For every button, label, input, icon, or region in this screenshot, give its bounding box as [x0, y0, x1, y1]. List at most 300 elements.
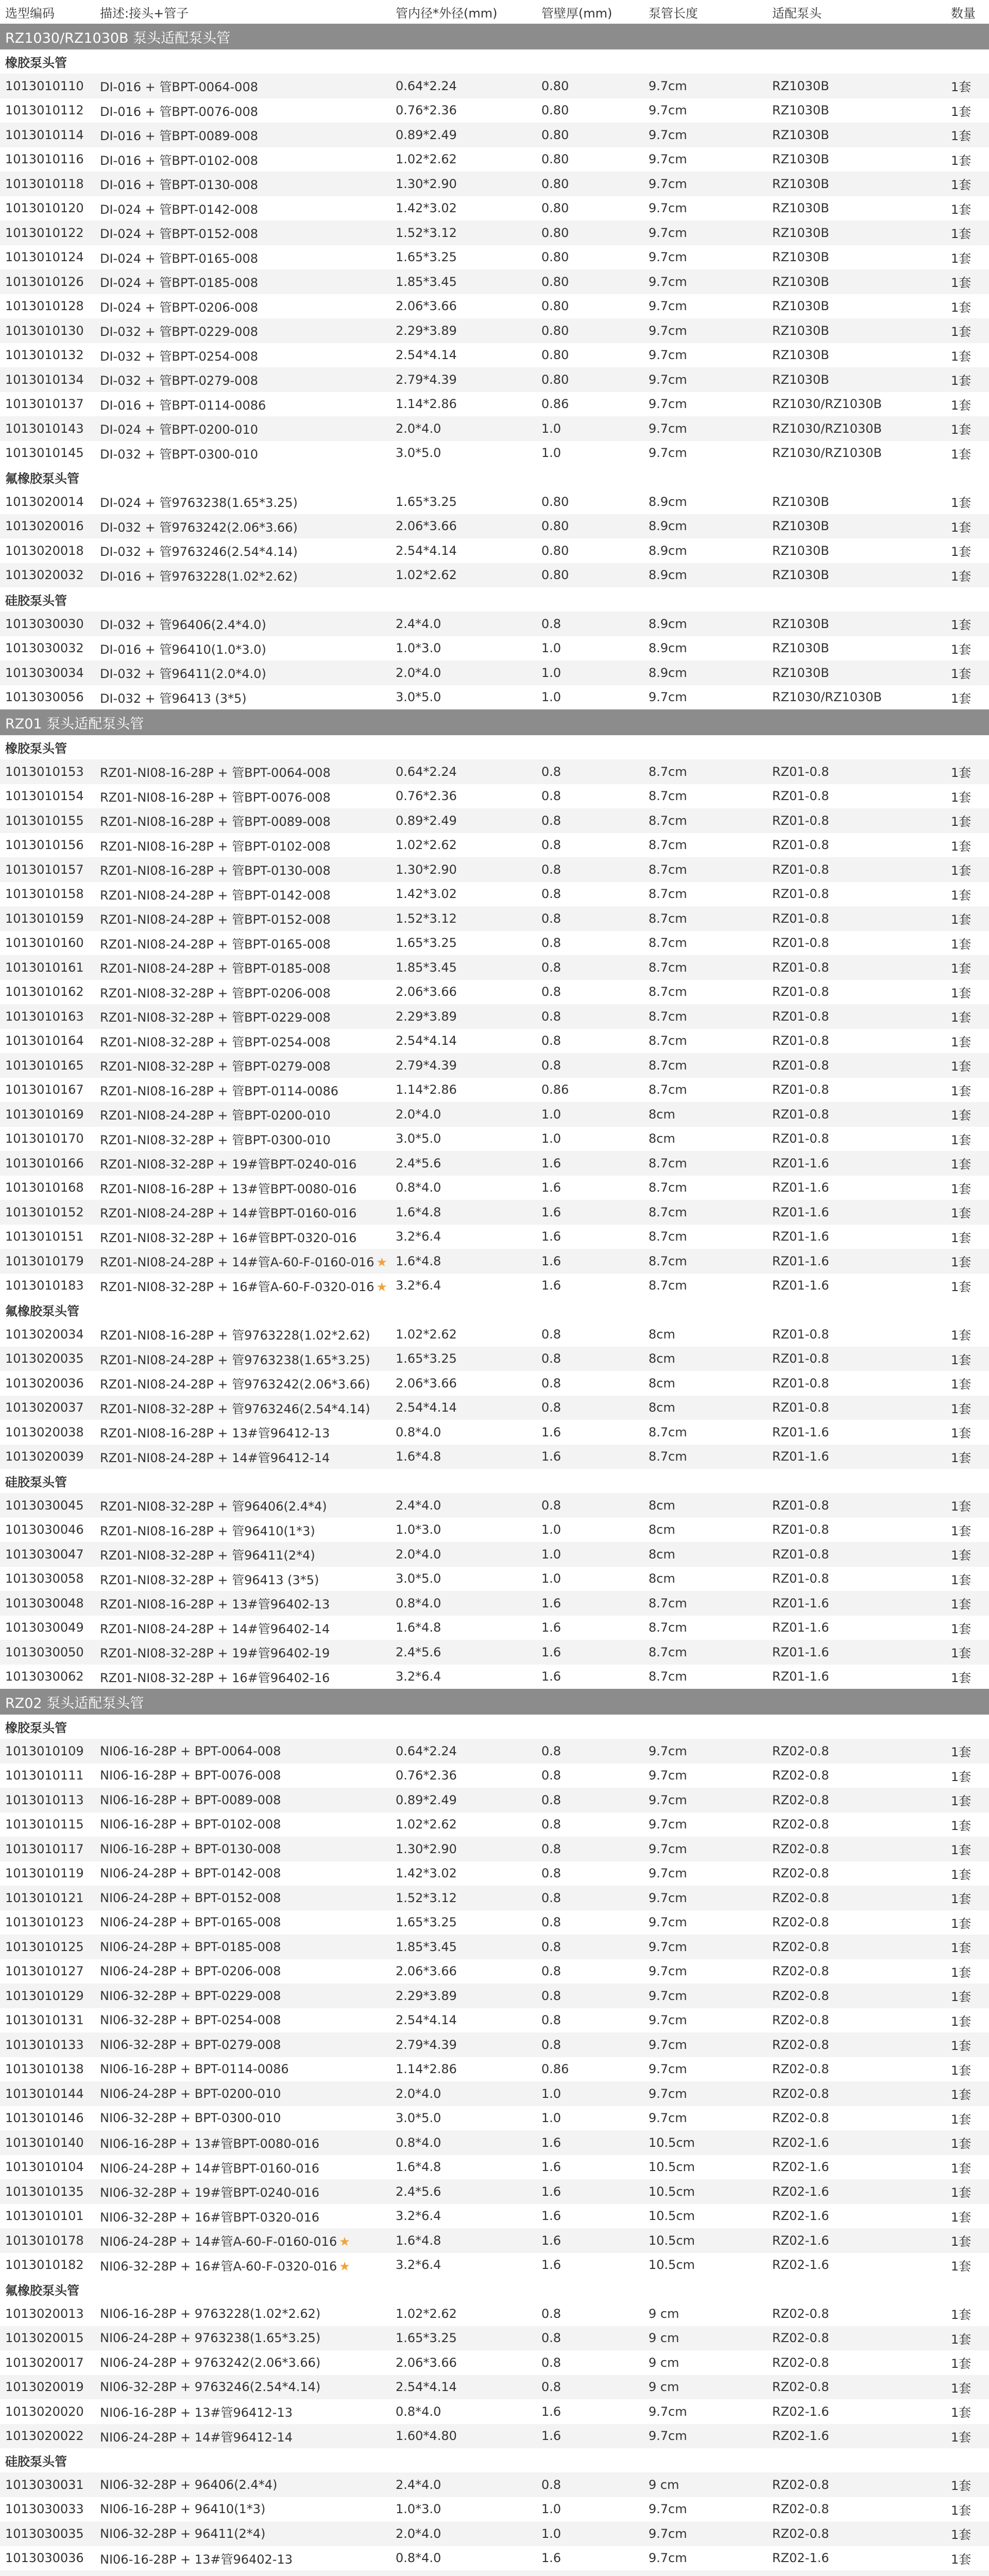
cell-diameter [390, 1127, 536, 1151]
cell-length [643, 2106, 767, 2131]
cell-wall [536, 1371, 643, 1396]
cell-pump-head-text: RZ01-1.6 [772, 1278, 829, 1293]
cell-length [643, 857, 767, 882]
cell-description [98, 1910, 390, 1935]
cell-diameter [390, 1420, 536, 1445]
cell-quantity [946, 808, 989, 833]
table-row [0, 1322, 989, 1347]
cell-diameter [390, 2081, 536, 2106]
cell-wall-text: 0.8 [541, 1866, 561, 1881]
cell-length [643, 1788, 767, 1812]
cell-diameter-text: 1.60*4.80 [396, 2429, 457, 2444]
cell-pump-head-text: RZ01-0.8 [772, 1033, 829, 1048]
table-row [0, 2521, 989, 2546]
cell-description [98, 343, 390, 368]
cell-diameter-text: 2.06*3.66 [396, 985, 457, 999]
cell-code-text: 1013010127 [5, 1964, 84, 1979]
cell-description-text: NI06-24-28P + 9763242(2.06*3.66) [100, 2355, 321, 2370]
cell-diameter-text: 1.02*2.62 [396, 2306, 457, 2321]
cell-pump-head-text: RZ02-0.8 [772, 2062, 829, 2077]
cell-pump-head-text: RZ1030/RZ1030B [772, 446, 882, 461]
cell-pump-head [767, 98, 946, 123]
cell-description-text: RZ01-NI08-16-28P + 管BPT-0130-008 [100, 863, 331, 878]
cell-diameter-text: 2.06*3.66 [396, 1376, 457, 1391]
cell-pump-head [767, 269, 946, 294]
cell-quantity-text: 1套 [951, 1426, 971, 1441]
cell-wall [536, 416, 643, 441]
cell-length [643, 1910, 767, 1935]
table-row [0, 563, 989, 588]
cell-pump-head-text: RZ1030B [772, 78, 829, 93]
cell-length-text: 8.7cm [649, 960, 687, 975]
cell-code-text: 1013010144 [5, 2086, 84, 2101]
table-row [0, 2350, 989, 2375]
cell-diameter [390, 1739, 536, 1764]
cell-code [0, 392, 98, 417]
cell-wall-text: 1.6 [541, 2209, 561, 2224]
cell-length-text: 9.7cm [649, 421, 687, 436]
cell-quantity-text: 1套 [951, 1818, 971, 1833]
cell-diameter [390, 1591, 536, 1616]
cell-diameter [390, 416, 536, 441]
cell-diameter-text: 2.29*3.89 [396, 323, 457, 338]
cell-description-text: NI06-32-28P + 96411(2*4) [100, 2526, 266, 2541]
cell-quantity-text: 1套 [951, 1769, 971, 1784]
cell-length [643, 2204, 767, 2229]
cell-diameter-text: 1.02*2.62 [396, 152, 457, 167]
cell-quantity [946, 221, 989, 245]
cell-quantity [946, 196, 989, 221]
cell-description [98, 2130, 390, 2155]
cell-diameter [390, 1861, 536, 1886]
cell-code [0, 612, 98, 636]
cell-pump-head-text: RZ01-0.8 [772, 960, 829, 975]
cell-wall [536, 2301, 643, 2326]
cell-wall-text: 0.8 [541, 1033, 561, 1048]
cell-wall [536, 1420, 643, 1445]
cell-quantity [946, 2228, 989, 2253]
cell-description [98, 980, 390, 1005]
cell-description [98, 2326, 390, 2351]
cell-code [0, 1591, 98, 1616]
cell-description-text: NI06-16-28P + 9763228(1.02*2.62) [100, 2306, 321, 2321]
cell-description [98, 318, 390, 343]
cell-quantity [946, 1371, 989, 1396]
cell-pump-head-text: RZ01-0.8 [772, 887, 829, 902]
cell-quantity-text: 1套 [951, 447, 971, 462]
cell-pump-head-text: RZ01-0.8 [772, 862, 829, 877]
cell-wall [536, 1640, 643, 1665]
cell-diameter [390, 2228, 536, 2253]
cell-diameter-text: 1.65*3.25 [396, 1351, 457, 1366]
cell-code-text: 1013010117 [5, 1841, 84, 1856]
cell-pump-head [767, 833, 946, 858]
cell-diameter-text: 3.0*5.0 [396, 690, 441, 705]
cell-quantity [946, 1396, 989, 1420]
cell-quantity-text: 1套 [951, 2479, 971, 2494]
cell-wall [536, 1935, 643, 1959]
cell-wall-text: 1.0 [541, 1571, 561, 1586]
table-row [0, 1176, 989, 1200]
cell-diameter [390, 1053, 536, 1078]
cell-description [98, 808, 390, 833]
cell-diameter-text: 1.42*3.02 [396, 1866, 457, 1881]
cell-code-text: 1013030048 [5, 1596, 84, 1611]
cell-pump-head-text: RZ02-1.6 [772, 2429, 829, 2444]
cell-length-text: 9.7cm [649, 348, 687, 363]
cell-quantity-text: 1套 [951, 1867, 971, 1882]
cell-pump-head [767, 2032, 946, 2057]
cell-description-text: NI06-16-28P + BPT-0076-008 [100, 1768, 281, 1783]
cell-diameter [390, 1493, 536, 1518]
cell-code-text: 1013010114 [5, 127, 84, 142]
cell-quantity [946, 906, 989, 931]
cell-wall [536, 563, 643, 588]
cell-diameter [390, 2570, 536, 2576]
cell-code [0, 1542, 98, 1567]
cell-pump-head [767, 1935, 946, 1959]
cell-diameter-text: 2.4*5.6 [396, 1645, 441, 1659]
cell-pump-head-text: RZ02-0.8 [772, 2111, 829, 2126]
cell-diameter-text: 1.0*3.0 [396, 2502, 441, 2517]
header-pump-head: 适配泵头 [772, 6, 822, 21]
cell-code-text: 1013010165 [5, 1058, 84, 1073]
cell-diameter-text: 1.52*3.12 [396, 225, 457, 240]
cell-quantity [946, 1176, 989, 1200]
cell-diameter-text: 2.06*3.66 [396, 299, 457, 314]
cell-length [643, 1812, 767, 1837]
table-row [0, 1788, 989, 1812]
table-row [0, 1542, 989, 1567]
cell-quantity [946, 2375, 989, 2400]
cell-description [98, 759, 390, 784]
cell-wall-text: 0.8 [541, 616, 561, 631]
cell-quantity [946, 1935, 989, 1959]
table-row [0, 1665, 989, 1689]
cell-quantity-text: 1套 [951, 1843, 971, 1858]
cell-wall [536, 1493, 643, 1518]
cell-wall [536, 980, 643, 1005]
cell-description-text: RZ01-NI08-32-28P + 19#管BPT-0240-016 [100, 1157, 357, 1172]
cell-code [0, 1567, 98, 1591]
cell-quantity [946, 563, 989, 588]
cell-pump-head [767, 882, 946, 907]
cell-wall-text: 0.8 [541, 789, 561, 804]
cell-length-text: 9.7cm [649, 201, 687, 216]
cell-length-text: 9.7cm [649, 446, 687, 461]
cell-length-text: 9.7cm [649, 127, 687, 142]
cell-quantity-text: 1套 [951, 1108, 971, 1123]
cell-diameter-text: 0.8*4.0 [396, 2135, 441, 2150]
cell-length-text: 9.7cm [649, 2502, 687, 2517]
cell-description [98, 1078, 390, 1103]
cell-quantity-text: 1套 [951, 1646, 971, 1661]
cell-diameter [390, 172, 536, 196]
cell-pump-head [767, 808, 946, 833]
cell-wall-text: 0.8 [541, 960, 561, 975]
cell-wall [536, 221, 643, 245]
cell-wall-text: 0.8 [541, 1351, 561, 1366]
cell-diameter [390, 931, 536, 956]
cell-length [643, 1176, 767, 1200]
cell-length-text: 9.7cm [649, 2429, 687, 2444]
cell-quantity-text: 1套 [951, 1670, 971, 1685]
table-row [0, 1029, 989, 1054]
cell-code [0, 808, 98, 833]
cell-description [98, 1127, 390, 1151]
cell-length [643, 123, 767, 147]
cell-code [0, 1322, 98, 1347]
cell-pump-head [767, 2350, 946, 2375]
cell-description [98, 1200, 390, 1225]
cell-quantity [946, 2155, 989, 2180]
cell-wall [536, 2057, 643, 2082]
cell-code-text: 1013030049 [5, 1620, 84, 1635]
cell-description-text: NI06-24-28P + 14#管96412-14 [100, 2430, 293, 2445]
cell-quantity-text: 1套 [951, 1401, 971, 1416]
cell-length-text: 8.7cm [649, 1449, 687, 1464]
cell-code-text: 1013020017 [5, 2355, 84, 2370]
cell-diameter [390, 1396, 536, 1420]
cell-diameter [390, 1102, 536, 1127]
cell-quantity [946, 1591, 989, 1616]
cell-code [0, 196, 98, 221]
cell-length [643, 196, 767, 221]
cell-diameter [390, 1764, 536, 1788]
cell-quantity-text: 1套 [951, 2014, 971, 2029]
cell-diameter-text: 1.02*2.62 [396, 1817, 457, 1832]
table-row [0, 74, 989, 98]
cell-pump-head-text: RZ1030B [772, 616, 829, 631]
cell-pump-head [767, 1812, 946, 1837]
cell-quantity-text: 1套 [951, 1916, 971, 1931]
cell-diameter [390, 1322, 536, 1347]
cell-length [643, 1151, 767, 1176]
cell-quantity [946, 1420, 989, 1445]
cell-description [98, 1445, 390, 1469]
cell-length-text: 8.9cm [649, 665, 687, 680]
cell-diameter [390, 759, 536, 784]
cell-code-text: 1013010121 [5, 1890, 84, 1905]
cell-code-text: 1013010126 [5, 274, 84, 289]
cell-quantity-text: 1套 [951, 2259, 971, 2274]
cell-quantity [946, 2424, 989, 2449]
cell-code-text: 1013010124 [5, 250, 84, 265]
cell-code-text: 1013010182 [5, 2258, 84, 2273]
cell-code-text: 1013030050 [5, 1645, 84, 1659]
cell-quantity-text: 1套 [951, 1597, 971, 1612]
cell-wall [536, 1959, 643, 1984]
cell-quantity [946, 1151, 989, 1176]
cell-pump-head [767, 1200, 946, 1225]
cell-wall-text: 1.6 [541, 2135, 561, 2150]
table-row [0, 123, 989, 147]
cell-pump-head-text: RZ02-0.8 [772, 2013, 829, 2028]
cell-pump-head [767, 1739, 946, 1764]
cell-wall [536, 2106, 643, 2131]
cell-code-text: 1013030031 [5, 2477, 84, 2492]
cell-quantity-text: 1套 [951, 178, 971, 193]
cell-length-text: 8cm [649, 1351, 675, 1366]
cell-code-text: 1013030034 [5, 665, 84, 680]
cell-pump-head-text: RZ01-0.8 [772, 1327, 829, 1342]
table-row [0, 1347, 989, 1371]
cell-wall-text: 1.6 [541, 1180, 561, 1195]
cell-quantity [946, 343, 989, 368]
cell-quantity [946, 1886, 989, 1910]
cell-description [98, 1665, 390, 1689]
cell-code [0, 2204, 98, 2229]
cell-wall-text: 0.80 [541, 103, 569, 118]
cell-description [98, 1861, 390, 1886]
cell-pump-head-text: RZ01-1.6 [772, 1620, 829, 1635]
cell-description [98, 98, 390, 123]
group-title: 氟橡胶泵头管 [5, 471, 79, 486]
cell-length-text: 8.9cm [649, 519, 687, 534]
cell-description [98, 147, 390, 172]
cell-diameter-text: 3.0*5.0 [396, 1571, 441, 1586]
cell-wall [536, 931, 643, 956]
cell-wall [536, 1984, 643, 2008]
cell-diameter [390, 2301, 536, 2326]
cell-quantity [946, 2253, 989, 2278]
cell-length [643, 906, 767, 931]
cell-description-text: RZ01-NI08-32-28P + 管BPT-0279-008 [100, 1059, 331, 1074]
cell-quantity [946, 2326, 989, 2351]
cell-diameter-text: 3.0*5.0 [396, 446, 441, 461]
cell-pump-head [767, 1616, 946, 1640]
group-title: 硅胶泵头管 [5, 2454, 67, 2469]
cell-length-text: 9.7cm [649, 2086, 687, 2101]
cell-description-text: NI06-24-28P + BPT-0142-008 [100, 1866, 281, 1881]
cell-length [643, 147, 767, 172]
cell-code-text: 1013010145 [5, 446, 84, 461]
cell-pump-head [767, 1249, 946, 1274]
cell-description-text: RZ01-NI08-16-28P + 管96410(1*3) [100, 1523, 315, 1538]
table-row [0, 1200, 989, 1225]
cell-code-text: 1013010146 [5, 2111, 84, 2126]
cell-code [0, 1984, 98, 2008]
cell-description-text: NI06-32-28P + BPT-0254-008 [100, 2013, 281, 2028]
cell-diameter [390, 1640, 536, 1665]
cell-length [643, 636, 767, 661]
cell-pump-head [767, 1640, 946, 1665]
cell-length-text: 9.7cm [649, 103, 687, 118]
table-row [0, 294, 989, 319]
cell-length-text: 9.7cm [649, 78, 687, 93]
cell-description-text: NI06-32-28P + BPT-0279-008 [100, 2037, 281, 2052]
cell-pump-head-text: RZ01-1.6 [772, 1229, 829, 1244]
cell-description-text: DI-016 + 管BPT-0114-0086 [100, 398, 266, 413]
table-row [0, 1225, 989, 1249]
cell-quantity [946, 1812, 989, 1837]
cell-quantity [946, 1910, 989, 1935]
cell-pump-head [767, 2106, 946, 2131]
cell-diameter [390, 906, 536, 931]
cell-quantity-text: 1套 [951, 2161, 971, 2176]
cell-diameter [390, 1518, 536, 1543]
cell-wall [536, 1249, 643, 1274]
cell-quantity-text: 1套 [951, 1965, 971, 1980]
cell-description [98, 612, 390, 636]
cell-wall-text: 0.8 [541, 1327, 561, 1342]
cell-length [643, 1371, 767, 1396]
cell-pump-head-text: RZ02-0.8 [772, 2526, 829, 2541]
cell-diameter [390, 245, 536, 270]
cell-description [98, 2253, 390, 2278]
cell-quantity-text: 1套 [951, 104, 971, 119]
table-row [0, 660, 989, 685]
cell-quantity-text: 1套 [951, 422, 971, 437]
cell-code [0, 147, 98, 172]
cell-description-text: RZ01-NI08-32-28P + 16#管BPT-0320-016 [100, 1230, 357, 1245]
cell-description [98, 2546, 390, 2571]
cell-length-text: 8.9cm [649, 543, 687, 558]
cell-pump-head-text: RZ01-0.8 [772, 838, 829, 853]
cell-code-text: 1013030047 [5, 1547, 84, 1562]
cell-length-text: 8cm [649, 1522, 675, 1537]
group-title: 橡胶泵头管 [5, 56, 67, 70]
cell-wall-text: 0.8 [541, 1915, 561, 1930]
cell-diameter-text: 0.76*2.36 [396, 1768, 457, 1783]
cell-pump-head [767, 2521, 946, 2546]
cell-description [98, 2375, 390, 2400]
cell-quantity [946, 1837, 989, 1861]
table-row [0, 343, 989, 368]
cell-wall-text: 0.8 [541, 1058, 561, 1073]
cell-length-text: 8.7cm [649, 1425, 687, 1439]
cell-wall-text: 0.80 [541, 127, 569, 142]
cell-pump-head [767, 489, 946, 514]
cell-code [0, 538, 98, 563]
cell-quantity-text: 1套 [951, 374, 971, 388]
cell-code [0, 294, 98, 319]
cell-wall-text: 1.6 [541, 1596, 561, 1611]
cell-description-text: DI-016 + 管BPT-0102-008 [100, 153, 258, 168]
cell-description [98, 2570, 390, 2576]
cell-diameter-text: 1.65*3.25 [396, 936, 457, 951]
cell-wall [536, 1053, 643, 1078]
cell-pump-head-text: RZ1030B [772, 250, 829, 265]
cell-code-text: 1013010154 [5, 789, 84, 804]
cell-description-text: RZ01-NI08-32-28P + 16#管96402-16 [100, 1670, 330, 1685]
cell-length [643, 2155, 767, 2180]
cell-length-text: 10.5cm [649, 2233, 695, 2248]
cell-code [0, 563, 98, 588]
cell-quantity [946, 2106, 989, 2131]
cell-pump-head [767, 1396, 946, 1420]
table-row [0, 2032, 989, 2057]
cell-length [643, 2497, 767, 2522]
cell-wall [536, 2179, 643, 2204]
cell-length-text: 8cm [649, 1400, 675, 1415]
cell-diameter-text: 1.6*4.8 [396, 1449, 441, 1464]
cell-diameter-text: 1.14*2.86 [396, 1082, 457, 1097]
cell-wall-text: 0.8 [541, 1817, 561, 1832]
cell-pump-head-text: RZ01-0.8 [772, 1009, 829, 1024]
cell-diameter-text: 1.65*3.25 [396, 2331, 457, 2346]
cell-wall-text: 1.0 [541, 2111, 561, 2126]
cell-description-text: DI-024 + 管9763238(1.65*3.25) [100, 496, 298, 511]
cell-quantity [946, 1788, 989, 1812]
cell-description [98, 2081, 390, 2106]
cell-pump-head-text: RZ01-0.8 [772, 1107, 829, 1122]
cell-quantity-text: 1套 [951, 129, 971, 144]
table-row [0, 489, 989, 514]
cell-diameter [390, 294, 536, 319]
cell-code [0, 1249, 98, 1274]
cell-length-text: 8cm [649, 1547, 675, 1562]
